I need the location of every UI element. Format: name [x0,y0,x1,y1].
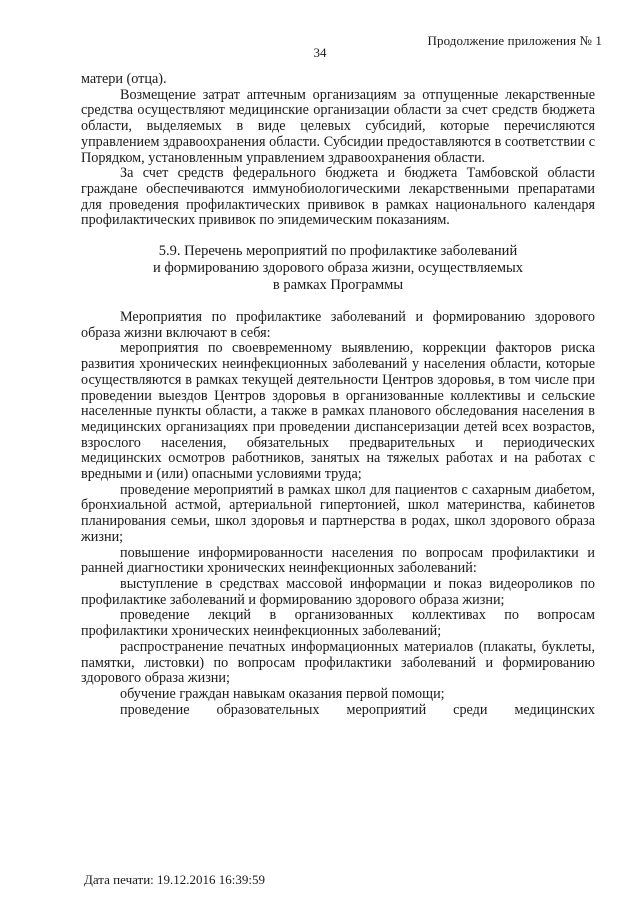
paragraph-continuation: матери (отца). [81,71,167,87]
annex-label: Продолжение приложения № 1 [427,33,602,48]
paragraph-media: выступление в средствах массовой информации и показ видеороликов по профилактике заболеваний и формированию здорового образа жизни; [81,575,595,608]
section-heading [81,243,595,294]
paragraph-awareness: повышение информированности населения по вопросам профилактики и ранней диагностики хронических неинфекционных заболеваний: [81,544,595,577]
page-number: 34 [313,45,327,60]
print-date: Дата печати: 19.12.2016 16:39:59 [84,872,266,887]
paragraph-reimbursement: Возмещение затрат аптечным организациям за отпущенные лекарственные средства осуществляют медицинские организации области за счет средств бюджета области, выделяемых в виде целевых субсидий, которые перечисляются управлением здравоохранения области. Субсидии предоставляются в соответствии с Порядком, установленным управлением здравоохранения области. [81,86,595,166]
paragraph-lectures: проведение лекций в организованных коллективах по вопросам профилактики хронических неинфекционных заболеваний; [81,607,595,640]
paragraph-risk-factors: мероприятия по своевременному выявлению, коррекции факторов риска развития хронических неинфекционных заболеваний у населения области, которые осуществляются в рамках текущей деятельности Центров здоровья, в том числе при проведении выездов Центров здоровья в организованные коллективы и сельские населенные пункты области, а также в рамках планового обследования населения в медицинских организациях при проведении диспансеризации детей всех возрастов, взрослого населения, обязательных предварительных и периодических медицинских осмотров работников, занятых на тяжелых работах и на работах с вредными и (или) опасными условиями труда; [81,340,595,483]
paragraph-schools: проведение мероприятий в рамках школ для пациентов с сахарным диабетом, бронхиальной астмой, артериальной гипертонией, школ материнства, кабинетов планирования семьи, школ здоровья и партнерства в родах, школ здорового образа жизни; [81,481,595,545]
paragraph-printed-materials: распространение печатных информационных материалов (плакаты, буклеты, памятки, листовки) по вопросам профилактики заболеваний и формированию здорового образа жизни; [81,638,595,687]
document-body [81,72,595,718]
paragraph-education: проведение образовательных мероприятий среди медицинских [120,701,595,718]
paragraph-first-aid: обучение граждан навыкам оказания первой помощи; [120,685,445,702]
section-heading-line-1: 5.9. Перечень мероприятий по профилактике заболеваний [158,243,518,260]
paragraph-intro: Мероприятия по профилактике заболеваний и формированию здорового образа жизни включают в себя: [81,309,595,341]
section-heading-line-2: и формированию здорового образа жизни, осуществляемых [153,260,523,277]
section-heading-line-3: в рамках Программы [272,277,404,294]
paragraph-federal-budget: За счет средств федерального бюджета и бюджета Тамбовской области граждане обеспечиваются иммунобиологическими лекарственными препаратами для проведения профилактических прививок в рамках национального календаря профилактических прививок по эпидемическим показаниям. [81,165,595,229]
